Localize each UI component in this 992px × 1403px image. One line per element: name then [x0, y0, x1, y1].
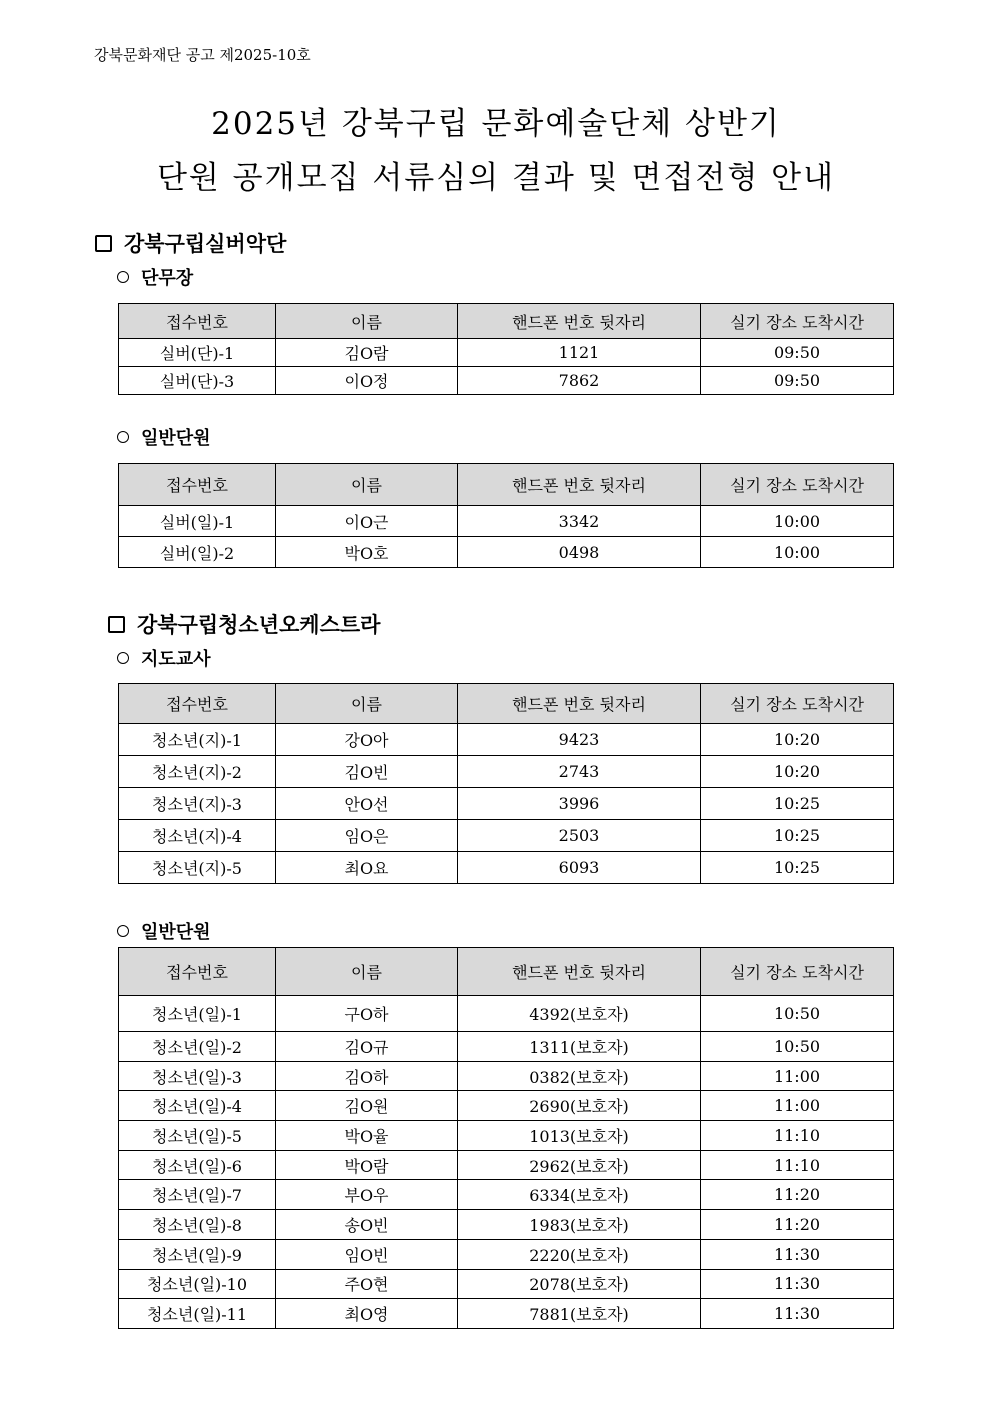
table-row	[119, 1239, 894, 1269]
section-silver-band	[95, 228, 286, 258]
name-cell: 주O현	[276, 1269, 458, 1299]
table-header-row	[119, 948, 894, 996]
phone-suffix-cell: 9423	[458, 724, 701, 756]
name-cell: 임O은	[276, 820, 458, 852]
receipt-number-cell: 청소년(일)-5	[119, 1121, 276, 1151]
name-cell: 김O람	[276, 339, 458, 367]
receipt-number-cell: 실버(일)-2	[119, 537, 276, 568]
name-cell: 김O규	[276, 1032, 458, 1062]
table-row	[119, 1299, 894, 1329]
arrival-time-cell: 11:30	[701, 1299, 894, 1329]
receipt-number-cell: 청소년(일)-10	[119, 1269, 276, 1299]
receipt-number-cell: 청소년(일)-8	[119, 1210, 276, 1240]
receipt-number-cell: 청소년(일)-4	[119, 1091, 276, 1121]
table-row	[119, 724, 894, 756]
column-header: 접수번호	[119, 948, 276, 996]
arrival-time-cell: 11:00	[701, 1061, 894, 1091]
receipt-number-cell: 청소년(일)-1	[119, 996, 276, 1032]
table-row	[119, 996, 894, 1032]
phone-suffix-cell: 2220(보호자)	[458, 1239, 701, 1269]
section-youth-orchestra	[108, 609, 380, 639]
table-row	[119, 788, 894, 820]
name-cell: 부O우	[276, 1180, 458, 1210]
name-cell: 박O람	[276, 1150, 458, 1180]
phone-suffix-cell: 0382(보호자)	[458, 1061, 701, 1091]
arrival-time-cell: 10:25	[701, 788, 894, 820]
table-row	[119, 1210, 894, 1240]
arrival-time-cell: 10:00	[701, 537, 894, 568]
phone-suffix-cell: 1311(보호자)	[458, 1032, 701, 1062]
arrival-time-cell: 10:25	[701, 852, 894, 884]
receipt-number-cell: 청소년(지)-5	[119, 852, 276, 884]
column-header: 이름	[276, 464, 458, 506]
column-header: 이름	[276, 684, 458, 724]
receipt-number-cell: 청소년(일)-7	[119, 1180, 276, 1210]
arrival-time-cell: 10:25	[701, 820, 894, 852]
circle-bullet-icon	[117, 925, 129, 937]
name-cell: 박O호	[276, 537, 458, 568]
arrival-time-cell: 11:30	[701, 1269, 894, 1299]
receipt-number-cell: 청소년(일)-9	[119, 1239, 276, 1269]
subsection-silver-leader	[117, 264, 193, 290]
phone-suffix-cell: 1983(보호자)	[458, 1210, 701, 1240]
subsection-title: 일반단원	[141, 428, 211, 449]
phone-suffix-cell: 2690(보호자)	[458, 1091, 701, 1121]
subsection-title: 단무장	[141, 268, 194, 289]
receipt-number-cell: 실버(단)-1	[119, 339, 276, 367]
receipt-number-cell: 청소년(지)-3	[119, 788, 276, 820]
column-header: 핸드폰 번호 뒷자리	[458, 948, 701, 996]
arrival-time-cell: 11:10	[701, 1150, 894, 1180]
arrival-time-cell: 11:20	[701, 1210, 894, 1240]
column-header: 접수번호	[119, 684, 276, 724]
arrival-time-cell: 11:30	[701, 1239, 894, 1269]
table-youth-teacher	[118, 683, 894, 884]
title-line-2: 단원 공개모집 서류심의 결과 및 면접전형 안내	[156, 160, 836, 196]
receipt-number-cell: 실버(일)-1	[119, 506, 276, 537]
arrival-time-cell: 11:10	[701, 1121, 894, 1151]
name-cell: 김O하	[276, 1061, 458, 1091]
table-row	[119, 506, 894, 537]
name-cell: 임O빈	[276, 1239, 458, 1269]
circle-bullet-icon	[117, 271, 129, 283]
name-cell: 안O선	[276, 788, 458, 820]
table-silver-leader	[118, 303, 894, 395]
table-header-row	[119, 684, 894, 724]
column-header: 핸드폰 번호 뒷자리	[458, 304, 701, 339]
table-silver-general	[118, 463, 894, 568]
subsection-youth-general	[117, 918, 211, 944]
table-row	[119, 339, 894, 367]
column-header: 이름	[276, 304, 458, 339]
table-row	[119, 537, 894, 568]
section-youth-orchestra-title: 강북구립청소년오케스트라	[137, 613, 381, 637]
phone-suffix-cell: 4392(보호자)	[458, 996, 701, 1032]
receipt-number-cell: 청소년(지)-1	[119, 724, 276, 756]
arrival-time-cell: 10:50	[701, 996, 894, 1032]
phone-suffix-cell: 2743	[458, 756, 701, 788]
arrival-time-cell: 10:00	[701, 506, 894, 537]
table-row	[119, 1150, 894, 1180]
arrival-time-cell: 10:20	[701, 724, 894, 756]
checkbox-square-icon	[95, 235, 112, 252]
subsection-silver-general	[117, 424, 211, 450]
receipt-number-cell: 청소년(일)-6	[119, 1150, 276, 1180]
arrival-time-cell: 10:50	[701, 1032, 894, 1062]
phone-suffix-cell: 3996	[458, 788, 701, 820]
arrival-time-cell: 10:20	[701, 756, 894, 788]
circle-bullet-icon	[117, 652, 129, 664]
arrival-time-cell: 09:50	[701, 367, 894, 395]
phone-suffix-cell: 1121	[458, 339, 701, 367]
column-header: 접수번호	[119, 304, 276, 339]
phone-suffix-cell: 7881(보호자)	[458, 1299, 701, 1329]
name-cell: 박O율	[276, 1121, 458, 1151]
receipt-number-cell: 청소년(일)-3	[119, 1061, 276, 1091]
arrival-time-cell: 11:20	[701, 1180, 894, 1210]
receipt-number-cell: 청소년(지)-4	[119, 820, 276, 852]
column-header: 실기 장소 도착시간	[701, 948, 894, 996]
phone-suffix-cell: 3342	[458, 506, 701, 537]
column-header: 실기 장소 도착시간	[701, 684, 894, 724]
name-cell: 김O빈	[276, 756, 458, 788]
phone-suffix-cell: 7862	[458, 367, 701, 395]
title-line-1: 2025년 강북구립 문화예술단체 상반기	[211, 106, 781, 142]
phone-suffix-cell: 1013(보호자)	[458, 1121, 701, 1151]
phone-suffix-cell: 2503	[458, 820, 701, 852]
subsection-youth-teacher	[117, 645, 211, 671]
name-cell: 이O근	[276, 506, 458, 537]
column-header: 실기 장소 도착시간	[701, 464, 894, 506]
table-row	[119, 1121, 894, 1151]
table-row	[119, 1061, 894, 1091]
section-silver-band-title: 강북구립실버악단	[124, 232, 287, 256]
phone-suffix-cell: 6093	[458, 852, 701, 884]
column-header: 핸드폰 번호 뒷자리	[458, 684, 701, 724]
name-cell: 김O원	[276, 1091, 458, 1121]
notice-number: 강북문화재단 공고 제2025-10호	[94, 46, 311, 64]
arrival-time-cell: 11:00	[701, 1091, 894, 1121]
table-row	[119, 820, 894, 852]
table-row	[119, 852, 894, 884]
arrival-time-cell: 09:50	[701, 339, 894, 367]
table-row	[119, 1269, 894, 1299]
receipt-number-cell: 청소년(일)-11	[119, 1299, 276, 1329]
name-cell: 최O요	[276, 852, 458, 884]
name-cell: 구O하	[276, 996, 458, 1032]
name-cell: 강O아	[276, 724, 458, 756]
table-youth-general	[118, 947, 894, 1329]
name-cell: 이O정	[276, 367, 458, 395]
column-header: 이름	[276, 948, 458, 996]
table-row	[119, 756, 894, 788]
table-header-row	[119, 464, 894, 506]
column-header: 접수번호	[119, 464, 276, 506]
phone-suffix-cell: 2962(보호자)	[458, 1150, 701, 1180]
table-header-row	[119, 304, 894, 339]
receipt-number-cell: 청소년(지)-2	[119, 756, 276, 788]
subsection-title: 지도교사	[141, 649, 211, 670]
phone-suffix-cell: 2078(보호자)	[458, 1269, 701, 1299]
subsection-title: 일반단원	[141, 922, 211, 943]
table-row	[119, 367, 894, 395]
column-header: 실기 장소 도착시간	[701, 304, 894, 339]
name-cell: 최O영	[276, 1299, 458, 1329]
table-row	[119, 1032, 894, 1062]
phone-suffix-cell: 6334(보호자)	[458, 1180, 701, 1210]
column-header: 핸드폰 번호 뒷자리	[458, 464, 701, 506]
phone-suffix-cell: 0498	[458, 537, 701, 568]
receipt-number-cell: 청소년(일)-2	[119, 1032, 276, 1062]
name-cell: 송O빈	[276, 1210, 458, 1240]
checkbox-square-icon	[108, 616, 125, 633]
table-row	[119, 1091, 894, 1121]
table-row	[119, 1180, 894, 1210]
circle-bullet-icon	[117, 431, 129, 443]
receipt-number-cell: 실버(단)-3	[119, 367, 276, 395]
